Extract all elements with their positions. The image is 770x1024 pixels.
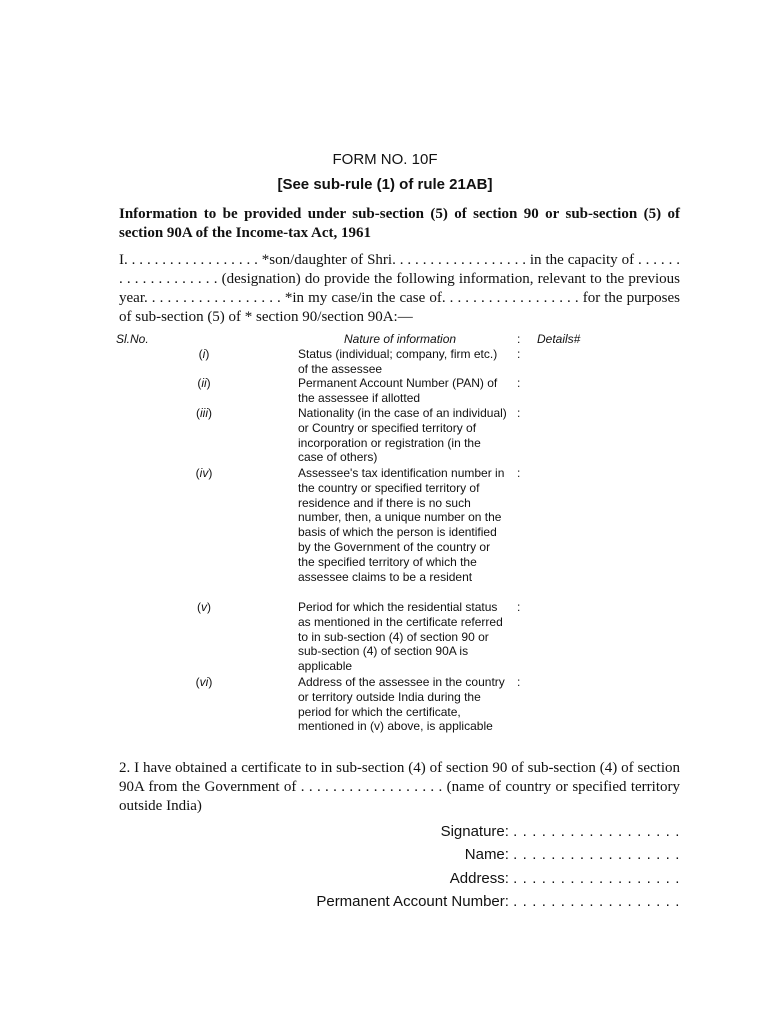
- declaration-paragraph-2: 2. I have obtained a certificate to in sub-section (4) of section 90 of sub-section (4) of section 90A from the Government of . . . . . . . . . . . . . . . . . . (name of country or specified territory outside India): [119, 760, 680, 814]
- row-nature: Permanent Account Number (PAN) of the assessee if allotted: [298, 376, 498, 405]
- row-colon: :: [517, 600, 521, 614]
- form-title: FORM NO. 10F: [332, 151, 438, 168]
- address-label: Address:: [449, 870, 509, 887]
- row-number: (i): [198, 347, 210, 361]
- signature-dots: . . . . . . . . . . . . . . . . . .: [513, 823, 680, 840]
- row-number: (vi): [195, 675, 213, 689]
- name-label: Name:: [464, 846, 509, 863]
- signature-label: Signature:: [440, 823, 509, 840]
- name-dots: . . . . . . . . . . . . . . . . . .: [513, 846, 680, 863]
- pan-line: [316, 893, 680, 910]
- row-colon: :: [517, 347, 521, 361]
- address-dots: . . . . . . . . . . . . . . . . . .: [513, 870, 680, 887]
- row-colon: :: [517, 376, 521, 390]
- row-nature: Address of the assessee in the country or territory outside India during the period for which the certificate, mentioned in (v) above, is applicable: [298, 675, 505, 734]
- row-number: (v): [197, 600, 211, 614]
- row-colon: :: [517, 406, 521, 420]
- row-nature: Assessee's tax identification number in the country or specified territory of residence and if there is no such number, then, a unique number on the basis of which the person is identified by the Government of the country or the specified territory of which the assessee claims to be a resident: [298, 466, 505, 584]
- name-line: [465, 846, 680, 863]
- pan-dots: . . . . . . . . . . . . . . . . . .: [513, 893, 680, 910]
- row-number: (iv): [195, 466, 213, 480]
- pan-label: Permanent Account Number:: [316, 893, 509, 910]
- signature-line: [441, 823, 680, 840]
- header-slno: Sl.No.: [116, 332, 149, 346]
- form-heading: Information to be provided under sub-section (5) of section 90 or sub-section (5) of section 90A of the Income-tax Act, 1961: [119, 206, 680, 241]
- row-number: (iii): [196, 406, 212, 420]
- row-colon: :: [517, 675, 521, 689]
- row-colon: :: [517, 466, 521, 480]
- header-nature-of-information: Nature of information: [344, 332, 457, 346]
- header-details: Details#: [537, 332, 581, 346]
- address-line: [450, 870, 680, 887]
- row-nature: Nationality (in the case of an individual) or Country or specified territory of incorporation or registration (in the case of others): [298, 406, 507, 465]
- header-colon: :: [517, 332, 521, 346]
- rule-reference: [See sub-rule (1) of rule 21AB]: [277, 176, 493, 193]
- intro-paragraph: I. . . . . . . . . . . . . . . . . . *son/daughter of Shri. . . . . . . . . . . . . . . . . . in the capacity of . . . . . . . . . . . . . . . . . . . (designation) do provide the following information, relevant to the previous year. . . . . . . . . . . . . . . . . . *in my case/in the case of. . . . . . . . . . . . . . . . . . for the purposes of sub-section (5) of * section 90/section 90A:—: [119, 252, 680, 325]
- row-number: (ii): [197, 376, 211, 390]
- row-nature: Status (individual; company, firm etc.) of the assessee: [298, 347, 498, 376]
- row-nature: Period for which the residential status as mentioned in the certificate referred to in sub-section (4) of section 90 or sub-section (4) of section 90A is applicable: [298, 600, 503, 674]
